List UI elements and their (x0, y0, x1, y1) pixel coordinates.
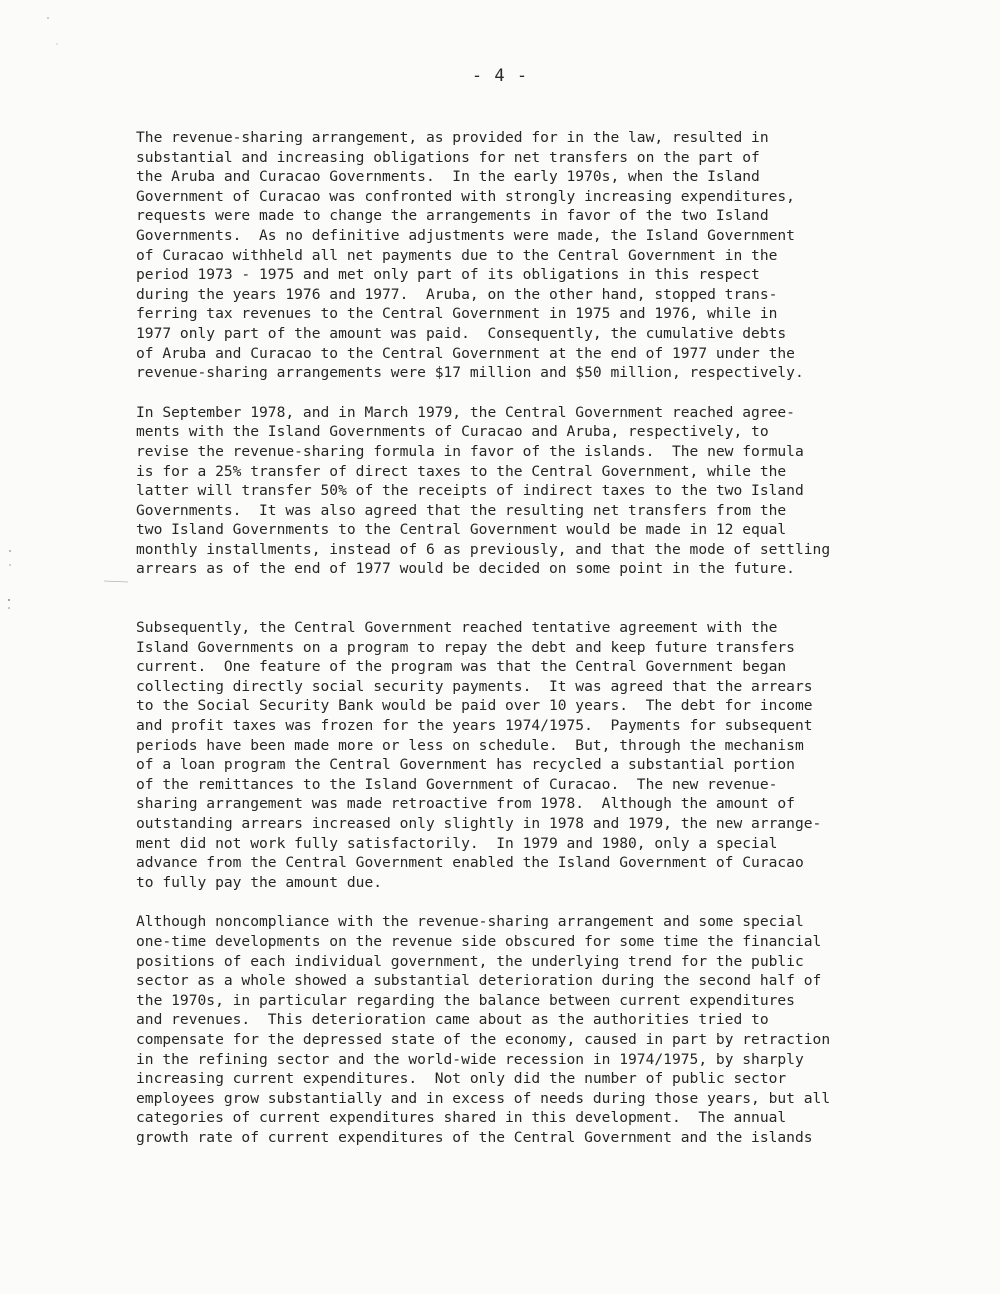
text-line: compensate for the depressed state of the economy, caused in part by retraction (136, 1030, 831, 1048)
text-line: the Aruba and Curacao Governments. In the early 1970s, when the Island (136, 168, 760, 186)
text-line: collecting directly social security payments. It was agreed that the arrears (136, 677, 813, 695)
text-line: of a loan program the Central Government has recycled a substantial portion (136, 756, 795, 774)
page-number: - 4 - (471, 66, 529, 86)
scan-speck (9, 564, 10, 565)
text-line: In September 1978, and in March 1979, the Central Government reached agree- (136, 403, 795, 421)
text-line: Government of Curacao was confronted with strongly increasing expenditures, (136, 187, 795, 205)
text-line: current. One feature of the program was that the Central Government began (136, 658, 787, 676)
body-text (136, 128, 926, 1168)
text-line: revenue-sharing arrangements were $17 million and $50 million, respectively. (136, 364, 804, 382)
paragraph-revised-formula (136, 403, 926, 579)
text-line: arrears as of the end of 1977 would be decided on some point in the future. (136, 560, 795, 578)
scan-speck (8, 599, 10, 601)
text-line: revise the revenue-sharing formula in favor of the islands. The new formula (136, 442, 804, 460)
text-line: outstanding arrears increased only slightly in 1978 and 1979, the new arrange- (136, 815, 822, 832)
text-line: Governments. As no definitive adjustments were made, the Island Government (136, 226, 795, 244)
text-line: monthly installments, instead of 6 as previously, and that the mode of settling (136, 540, 831, 558)
scan-speck (47, 17, 49, 19)
text-line: Although noncompliance with the revenue-sharing arrangement and some special (136, 913, 804, 931)
text-line: ments with the Island Governments of Curacao and Aruba, respectively, to (136, 423, 769, 441)
text-line: of Curacao withheld all net payments due to the Central Government in the (136, 246, 778, 264)
text-line: Island Governments on a program to repay the debt and keep future transfers (136, 638, 795, 656)
text-line: growth rate of current expenditures of the Central Government and the islands (136, 1128, 813, 1146)
scan-speck (8, 607, 10, 609)
text-line: is for a 25% transfer of direct taxes to the Central Government, while the (136, 462, 787, 480)
text-line: sector as a whole showed a substantial deterioration during the second half of (136, 972, 822, 990)
scan-speck (56, 43, 57, 44)
text-line: increasing current expenditures. Not only did the number of public sector (136, 1070, 787, 1088)
text-line: latter will transfer 50% of the receipts of indirect taxes to the two Island (136, 482, 804, 500)
text-line: and profit taxes was frozen for the years 1974/1975. Payments for subsequent (136, 717, 813, 735)
text-line: during the years 1976 and 1977. Aruba, on the other hand, stopped trans- (136, 285, 778, 303)
text-line: sharing arrangement was made retroactive from 1978. Although the amount of (136, 795, 795, 813)
text-line: employees grow substantially and in excess of needs during those years, but all (136, 1089, 831, 1107)
text-line: and revenues. This deterioration came about as the authorities tried to (136, 1011, 769, 1029)
text-line: of the remittances to the Island Government of Curacao. The new revenue- (136, 775, 778, 793)
text-line: 1977 only part of the amount was paid. Consequently, the cumulative debts (136, 324, 787, 342)
text-line: advance from the Central Government enabled the Island Government of Curacao (136, 854, 804, 872)
text-line: periods have been made more or less on schedule. But, through the mechanism (136, 736, 804, 754)
text-line: two Island Governments to the Central Government would be made in 12 equal (136, 521, 787, 539)
paragraph-repayment-program (136, 618, 926, 892)
paragraph-deterioration (136, 912, 926, 1147)
text-line: to fully pay the amount due. (136, 873, 383, 891)
paragraph-revenue-sharing-obligations (136, 128, 926, 383)
text-line: ment did not work fully satisfactorily. In 1979 and 1980, only a special (136, 834, 778, 852)
text-line: Subsequently, the Central Government reached tentative agreement with the (136, 619, 778, 637)
scan-mark (104, 581, 128, 582)
text-line: ferring tax revenues to the Central Government in 1975 and 1976, while in (136, 305, 778, 323)
text-line: of Aruba and Curacao to the Central Government at the end of 1977 under the (136, 344, 795, 362)
text-line: requests were made to change the arrangements in favor of the two Island (136, 207, 769, 225)
text-line: to the Social Security Bank would be paid over 10 years. The debt for income (136, 697, 813, 715)
scan-speck (9, 550, 11, 552)
text-line: period 1973 - 1975 and met only part of its obligations in this respect (136, 266, 760, 284)
text-line: the 1970s, in particular regarding the balance between current expenditures (136, 991, 795, 1009)
text-line: categories of current expenditures shared in this development. The annual (136, 1109, 787, 1127)
text-line: The revenue-sharing arrangement, as provided for in the law, resulted in (136, 129, 769, 146)
text-line: Governments. It was also agreed that the resulting net transfers from the (136, 501, 787, 519)
text-line: positions of each individual government, the underlying trend for the public (136, 952, 804, 970)
text-line: one-time developments on the revenue side obscured for some time the financial (136, 932, 822, 950)
text-line: in the refining sector and the world-wide recession in 1974/1975, by sharply (136, 1050, 804, 1068)
text-line: substantial and increasing obligations for net transfers on the part of (136, 148, 760, 166)
